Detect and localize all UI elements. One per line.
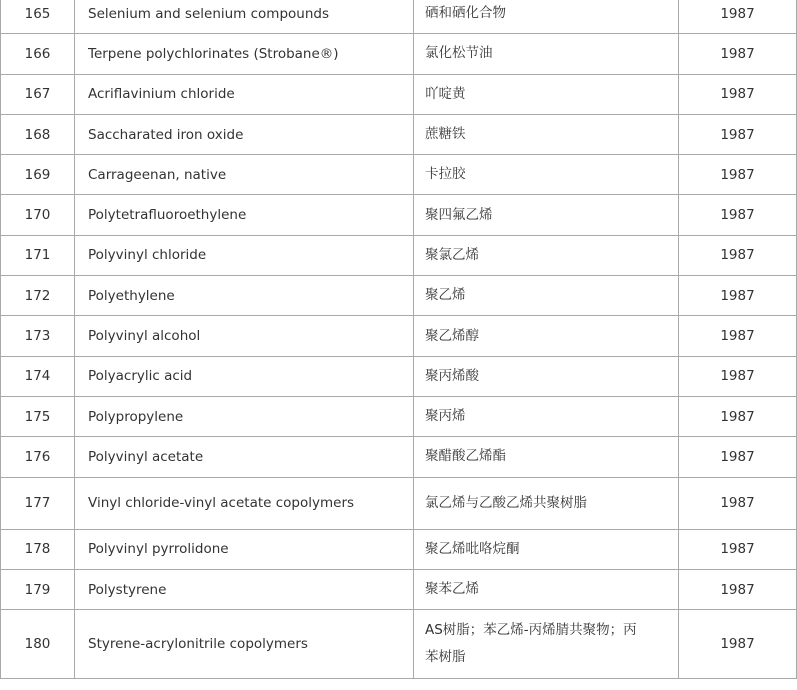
table-row	[1, 74, 797, 114]
year: 1987	[679, 195, 797, 235]
row-number: 170	[1, 195, 75, 235]
row-number: 169	[1, 155, 75, 195]
table-row	[1, 396, 797, 436]
table-row	[1, 610, 797, 679]
agent-name-en: Polytetrafluoroethylene	[75, 195, 414, 235]
agent-name-cn: 聚四氟乙烯	[414, 195, 679, 235]
agent-name-cn: 卡拉胶	[414, 155, 679, 195]
agent-name-en: Terpene polychlorinates (Strobane®)	[75, 34, 414, 74]
agent-name-cn: 聚乙烯	[414, 276, 679, 316]
year: 1987	[679, 529, 797, 569]
agent-name-en: Selenium and selenium compounds	[75, 0, 414, 34]
agent-name-cn: 氯乙烯与乙酸乙烯共聚树脂	[414, 477, 679, 529]
agent-name-cn: 聚苯乙烯	[414, 569, 679, 609]
row-number: 176	[1, 437, 75, 477]
agent-name-en: Polyvinyl alcohol	[75, 316, 414, 356]
agent-name-cn: 聚氯乙烯	[414, 235, 679, 275]
table-row	[1, 235, 797, 275]
row-number: 166	[1, 34, 75, 74]
agent-name-cn: 蔗糖铁	[414, 114, 679, 154]
agent-name-cn: 硒和硒化合物	[414, 0, 679, 34]
year: 1987	[679, 276, 797, 316]
year: 1987	[679, 114, 797, 154]
table-row	[1, 569, 797, 609]
year: 1987	[679, 0, 797, 34]
table-row	[1, 114, 797, 154]
table-row	[1, 155, 797, 195]
row-number: 171	[1, 235, 75, 275]
table-row	[1, 356, 797, 396]
agent-name-en: Acriflavinium chloride	[75, 74, 414, 114]
row-number: 178	[1, 529, 75, 569]
agent-name-cn-line: AS树脂；苯乙烯-丙烯腈共聚物；丙	[425, 622, 637, 639]
row-number: 180	[1, 610, 75, 679]
agent-name-en: Polyacrylic acid	[75, 356, 414, 396]
agent-name-en: Saccharated iron oxide	[75, 114, 414, 154]
row-number: 179	[1, 569, 75, 609]
agent-name-en: Carrageenan, native	[75, 155, 414, 195]
year: 1987	[679, 155, 797, 195]
year: 1987	[679, 396, 797, 436]
year: 1987	[679, 34, 797, 74]
table-row	[1, 34, 797, 74]
agent-name-cn: 聚丙烯	[414, 396, 679, 436]
table-row	[1, 477, 797, 529]
agent-name-en: Polyethylene	[75, 276, 414, 316]
agent-name-en: Vinyl chloride-vinyl acetate copolymers	[75, 477, 414, 529]
table-row	[1, 276, 797, 316]
agent-name-cn: 聚乙烯吡咯烷酮	[414, 529, 679, 569]
table-row	[1, 0, 797, 34]
agent-name-cn-line: 苯树脂	[425, 649, 466, 666]
table-row	[1, 529, 797, 569]
agent-name-en: Polyvinyl chloride	[75, 235, 414, 275]
row-number: 172	[1, 276, 75, 316]
year: 1987	[679, 610, 797, 679]
agent-name-en: Polyvinyl pyrrolidone	[75, 529, 414, 569]
year: 1987	[679, 235, 797, 275]
row-number: 165	[1, 0, 75, 34]
year: 1987	[679, 74, 797, 114]
agent-name-en: Polypropylene	[75, 396, 414, 436]
table-row	[1, 437, 797, 477]
year: 1987	[679, 356, 797, 396]
row-number: 168	[1, 114, 75, 154]
year: 1987	[679, 477, 797, 529]
year: 1987	[679, 569, 797, 609]
row-number: 173	[1, 316, 75, 356]
agent-name-cn: 聚乙烯醇	[414, 316, 679, 356]
row-number: 177	[1, 477, 75, 529]
agent-name-en: Styrene-acrylonitrile copolymers	[75, 610, 414, 679]
row-number: 167	[1, 74, 75, 114]
agent-name-cn: 吖啶黄	[414, 74, 679, 114]
agent-name-cn: 聚丙烯酸	[414, 356, 679, 396]
table-row	[1, 195, 797, 235]
year: 1987	[679, 316, 797, 356]
agent-name-en: Polystyrene	[75, 569, 414, 609]
agent-name-cn: 氯化松节油	[414, 34, 679, 74]
row-number: 174	[1, 356, 75, 396]
agent-name-cn	[414, 610, 679, 679]
agent-name-en: Polyvinyl acetate	[75, 437, 414, 477]
year: 1987	[679, 437, 797, 477]
row-number: 175	[1, 396, 75, 436]
table-row	[1, 316, 797, 356]
agent-name-cn: 聚醋酸乙烯酯	[414, 437, 679, 477]
